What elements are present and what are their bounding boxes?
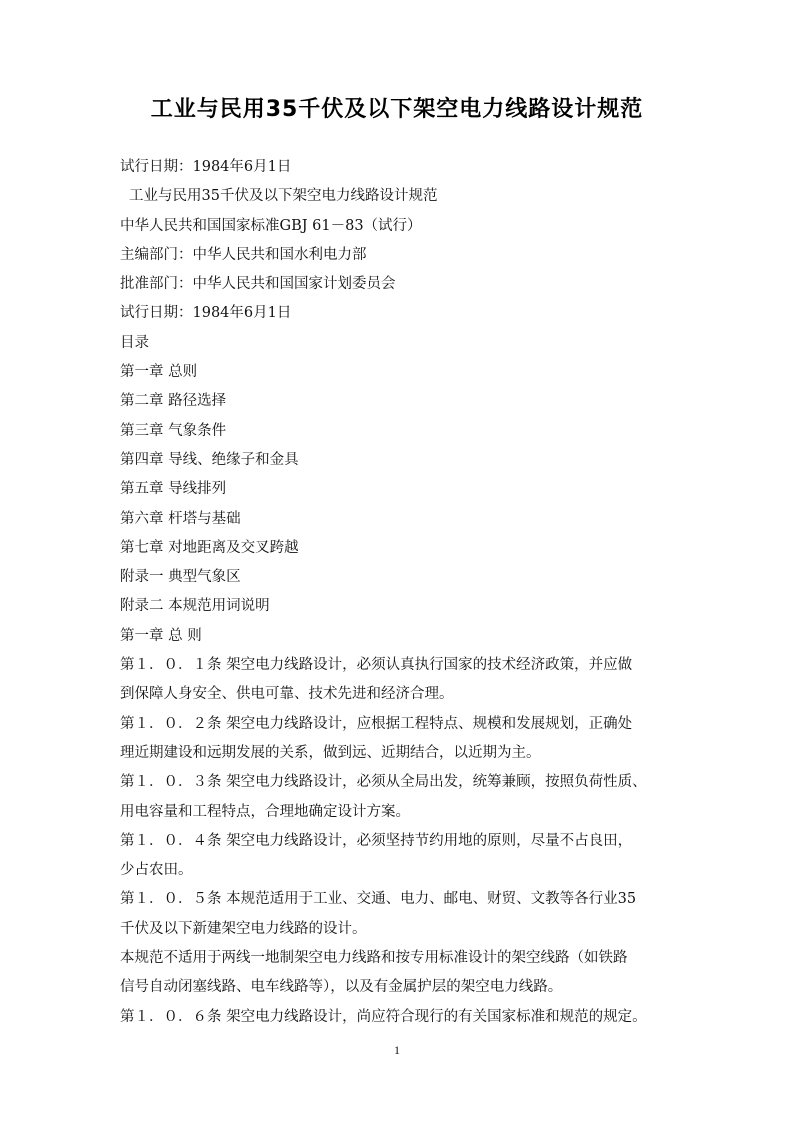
article-text: 到保障人身安全、供电可靠、技术先进和经济合理。 bbox=[120, 686, 454, 703]
trial-date-line-2: 试行日期：1984年6月1日 bbox=[120, 305, 292, 322]
article-text: 理近期建设和远期发展的关系，做到远、近期结合，以近期为主。 bbox=[120, 744, 541, 761]
document-body bbox=[120, 153, 680, 1032]
article-text: 用电容量和工程特点，合理地确定设计方案。 bbox=[120, 803, 410, 820]
toc-item: 附录二 本规范用词说明 bbox=[120, 598, 270, 615]
standard-name-line: 工业与民用35千伏及以下架空电力线路设计规范 bbox=[129, 188, 438, 205]
toc-item: 第二章 路径选择 bbox=[120, 393, 227, 410]
toc-item: 附录一 典型气象区 bbox=[120, 569, 241, 586]
toc-item: 第五章 导线排列 bbox=[120, 481, 227, 498]
document-title: 工业与民用35千伏及以下架空电力线路设计规范 bbox=[150, 97, 644, 122]
article-text: 第１．０．５条 本规范适用于工业、交通、电力、邮电、财贸、文教等各行业35 bbox=[120, 891, 637, 908]
trial-date-line: 试行日期：1984年6月1日 bbox=[120, 159, 292, 175]
toc-item: 第一章 总则 bbox=[120, 364, 198, 381]
article-text: 本规范不适用于两线一地制架空电力线路和按专用标准设计的架空线路（如铁路 bbox=[120, 950, 628, 967]
article-text: 少占农田。 bbox=[120, 862, 193, 879]
national-standard-line: 中华人民共和国国家标准GBJ 61－83（试行） bbox=[120, 217, 422, 234]
toc-item: 第六章 杆塔与基础 bbox=[120, 510, 241, 527]
article-text: 千伏及以下新建架空电力线路的设计。 bbox=[120, 920, 367, 937]
toc-item: 第三章 气象条件 bbox=[120, 422, 227, 439]
article-text: 第１．０．４条 架空电力线路设计，必须坚持节约用地的原则，尽量不占良田， bbox=[120, 832, 633, 849]
toc-heading: 目录 bbox=[120, 334, 149, 351]
article-text: 第１．０．６条 架空电力线路设计，尚应符合现行的有关国家标准和规范的规定。 bbox=[120, 1008, 647, 1025]
article-text: 第１．０．１条 架空电力线路设计，必须认真执行国家的技术经济政策，并应做 bbox=[120, 657, 633, 674]
article-text: 第１．０．３条 架空电力线路设计，必须从全局出发，统筹兼顾，按照负荷性质、 bbox=[120, 774, 647, 791]
chapter-heading: 第一章 总 则 bbox=[120, 627, 202, 644]
chief-editor-line: 主编部门：中华人民共和国水利电力部 bbox=[120, 246, 367, 263]
toc-item: 第七章 对地距离及交叉跨越 bbox=[120, 539, 299, 556]
article-text: 信号自动闭塞线路、电车线路等），以及有金属护层的架空电力线路。 bbox=[120, 979, 563, 996]
page-number: 1 bbox=[394, 1043, 400, 1057]
toc-item: 第四章 导线、绝缘子和金具 bbox=[120, 451, 299, 468]
article-text: 第１．０．２条 架空电力线路设计，应根据工程特点、规模和发展规划，正确处 bbox=[120, 715, 633, 732]
approval-dept-line: 批准部门：中华人民共和国国家计划委员会 bbox=[120, 276, 396, 293]
